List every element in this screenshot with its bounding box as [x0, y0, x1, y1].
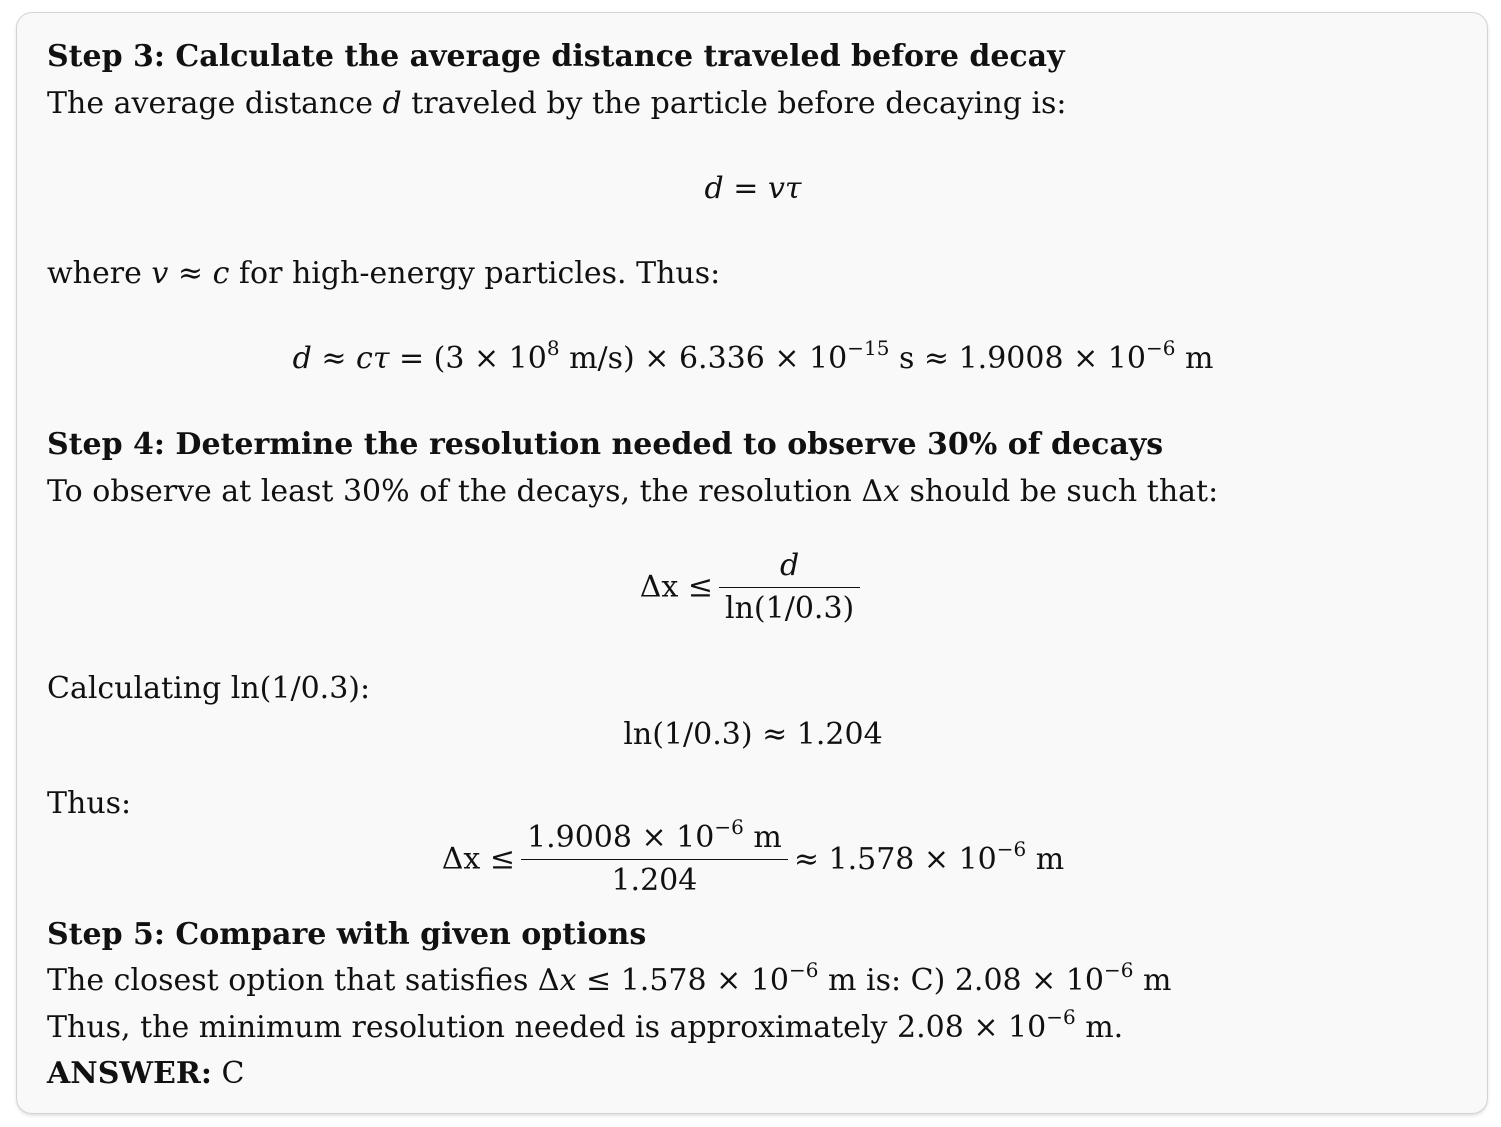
equation-resolution-result: Δx ≤ $\frac{1.9008 \times 10^{-6} m}{1.204}$ ≈ $1.578 \times 10^{-6}$ m: [441, 815, 1065, 898]
inequality-resolution: Δx ≤ $\frac{d}{\ln(1/0.3)}$: [17, 547, 1489, 628]
step3-where: where v ≈ c for high-energy particles. Thus:: [47, 256, 721, 291]
calc-ln-label: Calculating ln(1/0.3):: [47, 671, 371, 706]
step4-intro: To observe at least 30% of the decays, the resolution Δx should be such that:: [47, 474, 1219, 509]
fraction-result: $\frac{1.9008 \times 10^{-6} m}{1.204}$: [521, 819, 788, 900]
equation-distance-value: $d \approx c\tau = (3 \times 10^8$ $m/s) \times 6.336 \times 10^{-15}$ $s \approx 1.9008 \times 10^{-6}$ m: [292, 336, 1214, 376]
fraction-d-over-ln: $\frac{d}{\ln(1/0.3)}$: [719, 547, 860, 628]
solution-card: [16, 12, 1488, 1114]
answer-value: C: [211, 1056, 245, 1091]
step4-heading: Step 4: Determine the resolution needed to observe 30% of decays: [47, 427, 1164, 462]
step5-heading: Step 5: Compare with given options: [47, 917, 647, 952]
equation-ln-value: ln(1/0.3) ≈ 1.204: [623, 717, 883, 752]
equation-d-equals-vtau: d = vτ: [704, 171, 802, 206]
answer-label: ANSWER:: [47, 1056, 212, 1091]
step5-comparison: The closest option that satisfies $\Delta x \le 1.578 \times 10^{-6}$ m is: C) $2.08 \times 10^{-6}$ m: [47, 958, 1172, 998]
step3-heading: Step 3: Calculate the average distance traveled before decay: [47, 39, 1065, 74]
thus-label: Thus:: [47, 786, 132, 821]
step3-intro: The average distance d traveled by the particle before decaying is:: [47, 86, 1067, 121]
step5-conclusion: Thus, the minimum resolution needed is approximately $2.08 \times 10^{-6}$ m.: [47, 1005, 1124, 1045]
answer-line: [47, 1056, 244, 1092]
